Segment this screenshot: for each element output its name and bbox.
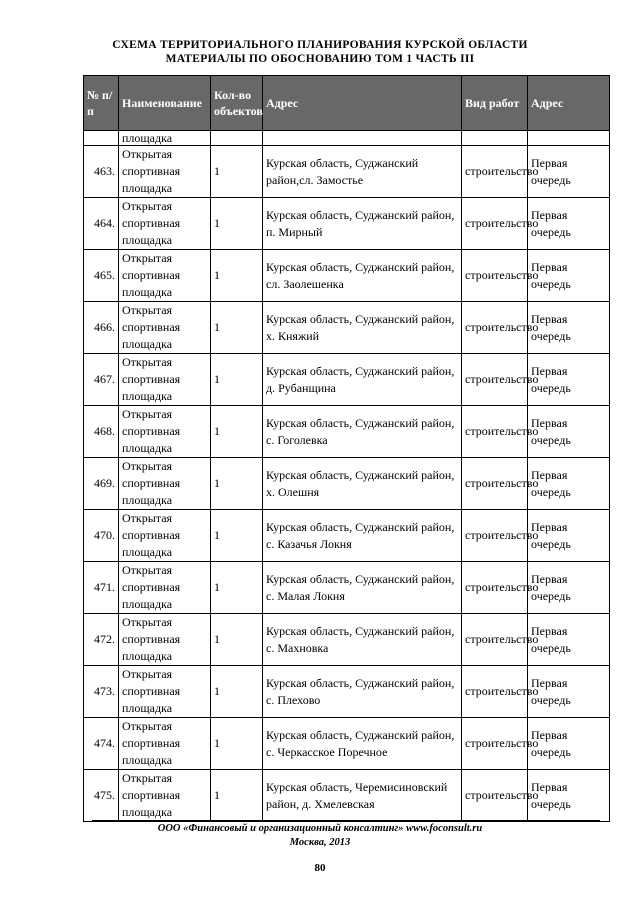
cell-num: 470.: [84, 510, 119, 562]
footer-divider: [92, 820, 600, 821]
cell-count: 1: [211, 718, 263, 770]
table-header-row: [84, 76, 610, 131]
cell-num: 475.: [84, 770, 119, 822]
cell-address: Курская область, Суджанский район, с. Малая Локня: [263, 562, 462, 614]
cell-address: Курская область, Суджанский район, с. Казачья Локня: [263, 510, 462, 562]
table-row: [84, 250, 610, 302]
cell-name: Открытая спортивная площадка: [119, 146, 211, 198]
cell-address: Курская область, Суджанский район, с. Гоголевка: [263, 406, 462, 458]
table-row: [84, 198, 610, 250]
table-row-continuation: [84, 131, 610, 146]
cell-count: 1: [211, 354, 263, 406]
table-row: [84, 770, 610, 822]
col-header-num: № п/п: [84, 76, 119, 131]
cell-address: Курская область, Суджанский район, д. Рубанщина: [263, 354, 462, 406]
document-header: [0, 38, 640, 66]
cell-address: Курская область, Суджанский район, п. Мирный: [263, 198, 462, 250]
cell-work: строительство: [462, 302, 528, 354]
page-number: 80: [314, 862, 326, 874]
objects-table: [83, 75, 610, 822]
cell-count: 1: [211, 666, 263, 718]
footer-company: ООО «Финансовый и организационный консалтинг» www.foconsult.ru: [157, 823, 483, 834]
cell-empty: [528, 131, 610, 146]
cell-num: 471.: [84, 562, 119, 614]
table-row: [84, 146, 610, 198]
cell-name: Открытая спортивная площадка: [119, 458, 211, 510]
cell-work: строительство: [462, 718, 528, 770]
cell-address: Курская область, Суджанский район, сл. Заолешенка: [263, 250, 462, 302]
cell-name: Открытая спортивная площадка: [119, 302, 211, 354]
cell-num: 466.: [84, 302, 119, 354]
cell-count: 1: [211, 770, 263, 822]
cell-name: Открытая спортивная площадка: [119, 510, 211, 562]
cell-num: 469.: [84, 458, 119, 510]
header-subtitle: МАТЕРИАЛЫ ПО ОБОСНОВАНИЮ ТОМ 1 ЧАСТЬ III: [165, 53, 475, 65]
cell-empty: [462, 131, 528, 146]
cell-queue: Первая очередь: [528, 510, 610, 562]
table-row: [84, 354, 610, 406]
cell-queue: Первая очередь: [528, 354, 610, 406]
table-row: [84, 666, 610, 718]
cell-work: строительство: [462, 354, 528, 406]
cell-empty: [84, 131, 119, 146]
cell-empty: [211, 131, 263, 146]
cell-queue: Первая очередь: [528, 562, 610, 614]
cell-queue: Первая очередь: [528, 666, 610, 718]
cell-address: Курская область, Суджанский район, с. Плехово: [263, 666, 462, 718]
col-header-name: Наименование: [119, 76, 211, 131]
cell-count: 1: [211, 458, 263, 510]
table-row: [84, 302, 610, 354]
table-row: [84, 458, 610, 510]
cell-work: строительство: [462, 458, 528, 510]
cell-count: 1: [211, 614, 263, 666]
cell-work: строительство: [462, 614, 528, 666]
cell-queue: Первая очередь: [528, 198, 610, 250]
col-header-work: Вид работ: [462, 76, 528, 131]
cell-continuation: площадка: [119, 131, 211, 146]
cell-address: Курская область, Суджанский район, х. Олешня: [263, 458, 462, 510]
cell-address: Курская область, Суджанский район, с. Черкасское Поречное: [263, 718, 462, 770]
cell-name: Открытая спортивная площадка: [119, 614, 211, 666]
cell-queue: Первая очередь: [528, 406, 610, 458]
cell-address: Курская область, Черемисиновский район, д. Хмелевская: [263, 770, 462, 822]
cell-num: 464.: [84, 198, 119, 250]
cell-queue: Первая очередь: [528, 250, 610, 302]
cell-work: строительство: [462, 250, 528, 302]
cell-queue: Первая очередь: [528, 146, 610, 198]
cell-num: 468.: [84, 406, 119, 458]
col-header-address: Адрес: [263, 76, 462, 131]
cell-queue: Первая очередь: [528, 302, 610, 354]
cell-name: Открытая спортивная площадка: [119, 354, 211, 406]
cell-queue: Первая очередь: [528, 458, 610, 510]
cell-name: Открытая спортивная площадка: [119, 406, 211, 458]
header-title: СХЕМА ТЕРРИТОРИАЛЬНОГО ПЛАНИРОВАНИЯ КУРСКОЙ ОБЛАСТИ: [112, 39, 528, 51]
cell-address: Курская область, Суджанский район,сл. Замостье: [263, 146, 462, 198]
cell-work: строительство: [462, 198, 528, 250]
cell-count: 1: [211, 302, 263, 354]
cell-name: Открытая спортивная площадка: [119, 198, 211, 250]
cell-num: 473.: [84, 666, 119, 718]
cell-work: строительство: [462, 510, 528, 562]
table-row: [84, 510, 610, 562]
cell-name: Открытая спортивная площадка: [119, 562, 211, 614]
table-body: [84, 131, 610, 822]
cell-queue: Первая очередь: [528, 718, 610, 770]
cell-work: строительство: [462, 146, 528, 198]
cell-work: строительство: [462, 406, 528, 458]
cell-num: 463.: [84, 146, 119, 198]
cell-work: строительство: [462, 666, 528, 718]
cell-name: Открытая спортивная площадка: [119, 770, 211, 822]
col-header-count: Кол-во объектов: [211, 76, 263, 131]
cell-name: Открытая спортивная площадка: [119, 666, 211, 718]
cell-work: строительство: [462, 562, 528, 614]
table-row: [84, 614, 610, 666]
table-row: [84, 718, 610, 770]
table-row: [84, 406, 610, 458]
cell-name: Открытая спортивная площадка: [119, 250, 211, 302]
cell-name: Открытая спортивная площадка: [119, 718, 211, 770]
cell-num: 465.: [84, 250, 119, 302]
cell-count: 1: [211, 198, 263, 250]
cell-work: строительство: [462, 770, 528, 822]
col-header-queue: Адрес: [528, 76, 610, 131]
cell-address: Курская область, Суджанский район, х. Княжий: [263, 302, 462, 354]
cell-count: 1: [211, 406, 263, 458]
cell-empty: [263, 131, 462, 146]
cell-address: Курская область, Суджанский район, с. Махновка: [263, 614, 462, 666]
cell-num: 467.: [84, 354, 119, 406]
cell-count: 1: [211, 146, 263, 198]
footer-city: Москва, 2013: [289, 837, 351, 848]
cell-queue: Первая очередь: [528, 770, 610, 822]
cell-count: 1: [211, 562, 263, 614]
cell-count: 1: [211, 510, 263, 562]
cell-num: 474.: [84, 718, 119, 770]
cell-queue: Первая очередь: [528, 614, 610, 666]
table-row: [84, 562, 610, 614]
cell-num: 472.: [84, 614, 119, 666]
cell-count: 1: [211, 250, 263, 302]
